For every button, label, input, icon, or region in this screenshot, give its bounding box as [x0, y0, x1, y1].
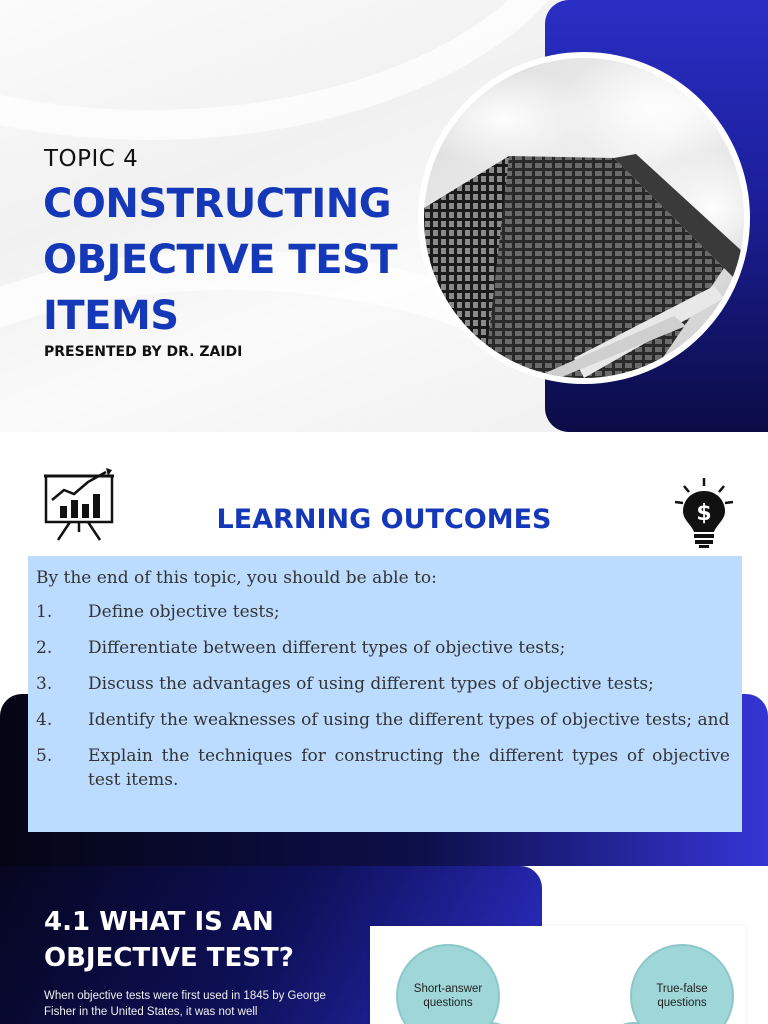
- objective-test-slide: [0, 866, 768, 1024]
- list-item-number: 2.: [36, 638, 53, 658]
- section-title: 4.1 WHAT IS AN OBJECTIVE TEST?: [44, 907, 294, 973]
- list-item-number: 4.: [36, 710, 53, 730]
- list-item: [36, 636, 730, 660]
- section-body-text: When objective tests were first used in 1845 by George Fisher in the United States, it was not well: [44, 990, 326, 1018]
- test-types-diagram: [370, 926, 746, 1024]
- section-heading: LEARNING OUTCOMES: [216, 504, 552, 535]
- bubble-true-false: True-false questions: [630, 944, 734, 1024]
- list-item-text: Differentiate between different types of objective tests;: [88, 638, 566, 658]
- lightbulb-dollar-icon: [672, 476, 736, 550]
- list-item-text: Identify the weaknesses of using the different types of objective tests; and: [88, 710, 730, 730]
- learning-outcomes-slide: [0, 432, 768, 866]
- title-slide: [0, 0, 768, 432]
- list-item: [36, 672, 730, 696]
- list-item-number: 1.: [36, 602, 53, 622]
- list-item-number: 5.: [36, 746, 53, 766]
- list-item: [36, 744, 730, 792]
- list-item-text: Discuss the advantages of using different types of objective tests;: [88, 674, 654, 694]
- list-item-number: 3.: [36, 674, 53, 694]
- list-item: [36, 600, 730, 624]
- bubble-short-answer: Short-answer questions: [396, 944, 500, 1024]
- list-item-text: Explain the techniques for constructing the different types of objective test items.: [88, 746, 730, 790]
- learning-outcomes-box: [28, 556, 742, 832]
- list-item: [36, 708, 730, 732]
- list-item-text: Define objective tests;: [88, 602, 280, 622]
- svg-text:$: $: [696, 501, 712, 526]
- slide-title: CONSTRUCTING OBJECTIVE TEST ITEMS: [43, 181, 398, 339]
- building-photo: [424, 58, 744, 378]
- topic-label: TOPIC 4: [44, 146, 139, 172]
- presenter-label: PRESENTED BY DR. ZAIDI: [44, 344, 243, 360]
- outcomes-intro: By the end of this topic, you should be able to:: [36, 568, 437, 588]
